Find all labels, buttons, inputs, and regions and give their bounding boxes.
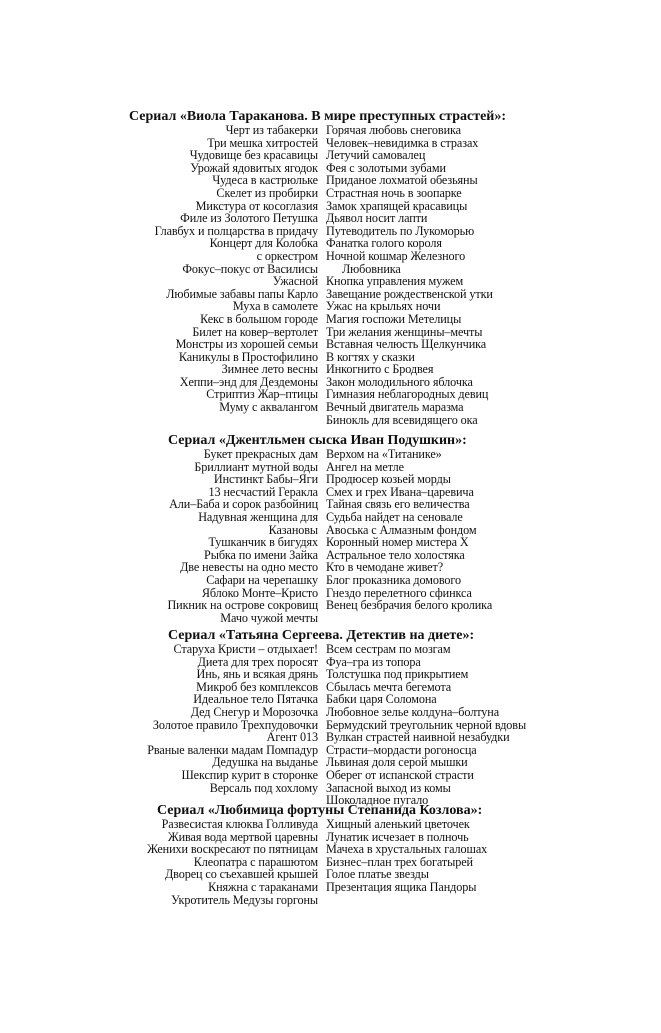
book-title: Казановы — [268, 522, 318, 537]
book-title: Три желания женщины–мечты — [326, 324, 483, 339]
book-title: Тушканчик в бигудях — [208, 535, 318, 550]
book-list-right — [323, 448, 653, 624]
book-title: Скелет из пробирки — [216, 185, 318, 200]
book-title: Вулкан страстей наивной незабудки — [326, 730, 510, 745]
book-title: Золотое правило Трехпудовочки — [152, 717, 318, 732]
book-title: Сбылась мечта бегемота — [326, 679, 452, 694]
book-title: Фуа–гра из топора — [326, 654, 421, 669]
book-title: Путеводитель по Лукоморью — [326, 223, 475, 238]
book-title: Дворец со съехавшей крышей — [164, 867, 318, 882]
book-title: Урожай ядовитых ягодок — [190, 160, 318, 175]
book-title: Лунатик исчезает в полночь — [326, 829, 469, 844]
series-title: Сериал «Джентльмен сыска Иван Подушкин»: — [168, 433, 467, 448]
book-title: Голое платье звезды — [326, 867, 429, 882]
book-title: Княжна с тараканами — [208, 879, 318, 894]
book-title: Астральное тело холостяка — [326, 547, 465, 562]
book-title: Монстры из хорошей семьи — [175, 337, 318, 352]
book-title: Инстинкт Бабы–Яги — [213, 472, 318, 487]
book-title: Замок храпящей красавицы — [326, 198, 468, 213]
book-list-left — [0, 818, 323, 906]
book-title: Ужасной — [272, 274, 318, 289]
book-title: Хищный аленький цветочек — [326, 817, 470, 831]
book-title: Дед Снегур и Морозочка — [190, 704, 318, 719]
book-title: Оберег от испанской страсти — [326, 767, 474, 782]
series-section — [0, 109, 661, 426]
book-title: Страстная ночь в зоопарке — [326, 185, 462, 200]
book-title: Дьявол носит лапти — [326, 211, 428, 226]
book-title: Любовника — [342, 261, 401, 276]
series-section — [0, 433, 661, 624]
book-title: Клеопатра с парашютом — [193, 854, 318, 869]
book-title: Горячая любовь снеговика — [326, 123, 461, 137]
book-title: Диета для трех поросят — [197, 654, 318, 669]
series-title: Сериал «Татьяна Сергеева. Детектив на диете»: — [168, 628, 475, 643]
book-title: Идеальное тело Пятачка — [193, 692, 318, 707]
book-title: Хеппи–энд для Дездемоны — [179, 374, 318, 389]
book-title: Смех и грех Ивана–царевича — [326, 484, 474, 499]
book-title: Шекспир курит в сторонке — [181, 767, 318, 782]
book-title: Блог проказника домового — [326, 572, 461, 587]
book-title: Инь, янь и всякая дрянь — [196, 667, 318, 682]
book-title: 13 несчастий Геракла — [208, 484, 318, 499]
book-title: Продюсер козьей морды — [326, 472, 451, 487]
book-title: Кнопка управления мужем — [326, 274, 464, 289]
book-title: Женихи воскресают по пятницам — [147, 842, 318, 857]
book-title: Каникулы в Простофилино — [178, 349, 318, 364]
book-title: Развесистая клюква Голливуда — [161, 817, 318, 831]
book-title: Яблоко Монте–Кристо — [201, 585, 318, 600]
series-title: Сериал «Любимица фортуны Степанида Козлова»: — [157, 803, 483, 818]
book-title: Вечный двигатель маразма — [326, 400, 464, 415]
book-title: Закон молодильного яблочка — [326, 374, 473, 389]
book-title: Живая вода мертвой царевны — [167, 829, 318, 844]
book-title: Дедушка на выданье — [212, 755, 318, 770]
book-title: Кекс в большом городе — [200, 311, 318, 326]
series-title: Сериал «Виола Тараканова. В мире преступных страстей»: — [129, 109, 507, 124]
book-title: Надувная женщина для — [198, 509, 318, 524]
book-title: Агент 013 — [266, 730, 318, 745]
book-title: Авоська с Алмазным фондом — [326, 522, 477, 537]
book-title: Сафари на черепашку — [206, 572, 318, 587]
book-title: Верхом на «Титанике» — [326, 447, 442, 461]
book-title: Любимые забавы папы Карло — [166, 286, 318, 301]
book-title: Рыбка по имени Зайка — [204, 547, 318, 562]
book-title: Бизнес–план трех богатырей — [326, 854, 473, 869]
book-title: Любовное зелье колдуна–болтуна — [326, 704, 500, 719]
book-title: Всем сестрам по мозгам — [326, 642, 451, 656]
book-title: с оркестром — [256, 248, 318, 263]
book-title: Микроб без комплексов — [196, 679, 318, 694]
book-title: Зимнее лето весны — [221, 362, 318, 377]
book-title: Шоколадное пугало — [326, 793, 429, 808]
book-title: Муму с аквалангом — [219, 400, 318, 415]
book-title: Завещание рождественской утки — [326, 286, 493, 301]
book-list-right — [323, 124, 653, 426]
book-title: Билет на ковер–вертолет — [192, 324, 318, 339]
book-title: В когтях у сказки — [326, 349, 415, 364]
book-title: Мачо чужой мечты — [220, 610, 318, 625]
book-title: Мачеха в хрустальных галошах — [326, 842, 488, 857]
book-title: Пикник на острове сокровищ — [167, 598, 318, 613]
book-title: Фея с золотыми зубами — [326, 160, 446, 175]
book-title: Ночной кошмар Железного — [326, 248, 466, 263]
book-title: Гимназия неблагородных девиц — [326, 387, 489, 402]
book-title: Гнездо перелетного сфинкса — [326, 585, 472, 600]
book-title: Две невесты на одно место — [180, 560, 318, 575]
book-title: Бермудский треугольник черной вдовы — [326, 717, 527, 732]
book-title: Львиная доля серой мышки — [326, 755, 468, 770]
series-columns — [0, 643, 661, 807]
book-title: Страсти–мордасти рогоносца — [326, 742, 477, 757]
series-columns — [0, 818, 661, 906]
book-title: Али–Баба и сорок разбойниц — [169, 497, 318, 512]
book-list-left — [0, 448, 323, 624]
book-title: Запасной выход из комы — [326, 780, 451, 795]
book-title: Версаль под хохлому — [209, 780, 318, 795]
series-section — [0, 628, 661, 807]
book-title: Черт из табакерки — [225, 123, 318, 137]
series-columns — [0, 448, 661, 624]
book-title: Букет прекрасных дам — [203, 447, 318, 461]
book-list-right — [323, 643, 653, 807]
book-title: Летучий самовалец — [326, 148, 426, 163]
book-title: Фанатка голого короля — [326, 236, 442, 251]
book-list-left — [0, 643, 323, 807]
book-title: Вставная челюсть Щелкунчика — [326, 337, 487, 352]
book-title: Укротитель Медузы горгоны — [171, 892, 318, 907]
book-title: Толстушка под прикрытием — [326, 667, 469, 682]
series-columns — [0, 124, 661, 426]
book-title: Человек–невидимка в стразах — [326, 135, 479, 150]
book-title: Ангел на метле — [326, 459, 404, 474]
book-title: Микстура от косоглазия — [195, 198, 318, 213]
book-title: Презентация ящика Пандоры — [326, 879, 477, 894]
book-title: Кто в чемодане живет? — [326, 560, 444, 575]
book-title: Филе из Золотого Петушка — [180, 211, 318, 226]
book-title: Коронный номер мистера Х — [326, 535, 469, 550]
book-title: Судьба найдет на сеновале — [326, 509, 463, 524]
book-title: Тайная связь его величества — [326, 497, 470, 512]
book-title: Три мешка хитростей — [207, 135, 318, 150]
book-title: Приданое лохматой обезьяны — [326, 173, 478, 188]
book-title: Муха в самолете — [232, 299, 318, 314]
book-title: Главбух и полцарства в придачу — [154, 223, 318, 238]
book-list-right — [323, 818, 653, 906]
book-title: Стриптиз Жар–птицы — [206, 387, 318, 402]
book-title: Инкогнито с Бродвея — [326, 362, 434, 377]
book-title: Рваные валенки мадам Помпадур — [147, 742, 318, 757]
book-title: Магия госпожи Метелицы — [326, 311, 462, 326]
book-title: Чудовище без красавицы — [189, 148, 318, 163]
book-title: Чудеса в кастрюльке — [212, 173, 318, 188]
book-title: Бриллиант мутной воды — [194, 459, 318, 474]
series-section — [0, 803, 661, 906]
book-title: Венец безбрачия белого кролика — [326, 598, 493, 613]
book-title: Бинокль для всевидящего ока — [326, 412, 478, 427]
book-title: Ужас на крыльях ночи — [326, 299, 441, 314]
book-title: Фокус–покус от Василисы — [182, 261, 318, 276]
book-title: Концерт для Колобка — [209, 236, 318, 251]
book-title: Бабки царя Соломона — [326, 692, 437, 707]
book-list-left — [0, 124, 323, 426]
book-title: Старуха Кристи – отдыхает! — [173, 642, 318, 656]
